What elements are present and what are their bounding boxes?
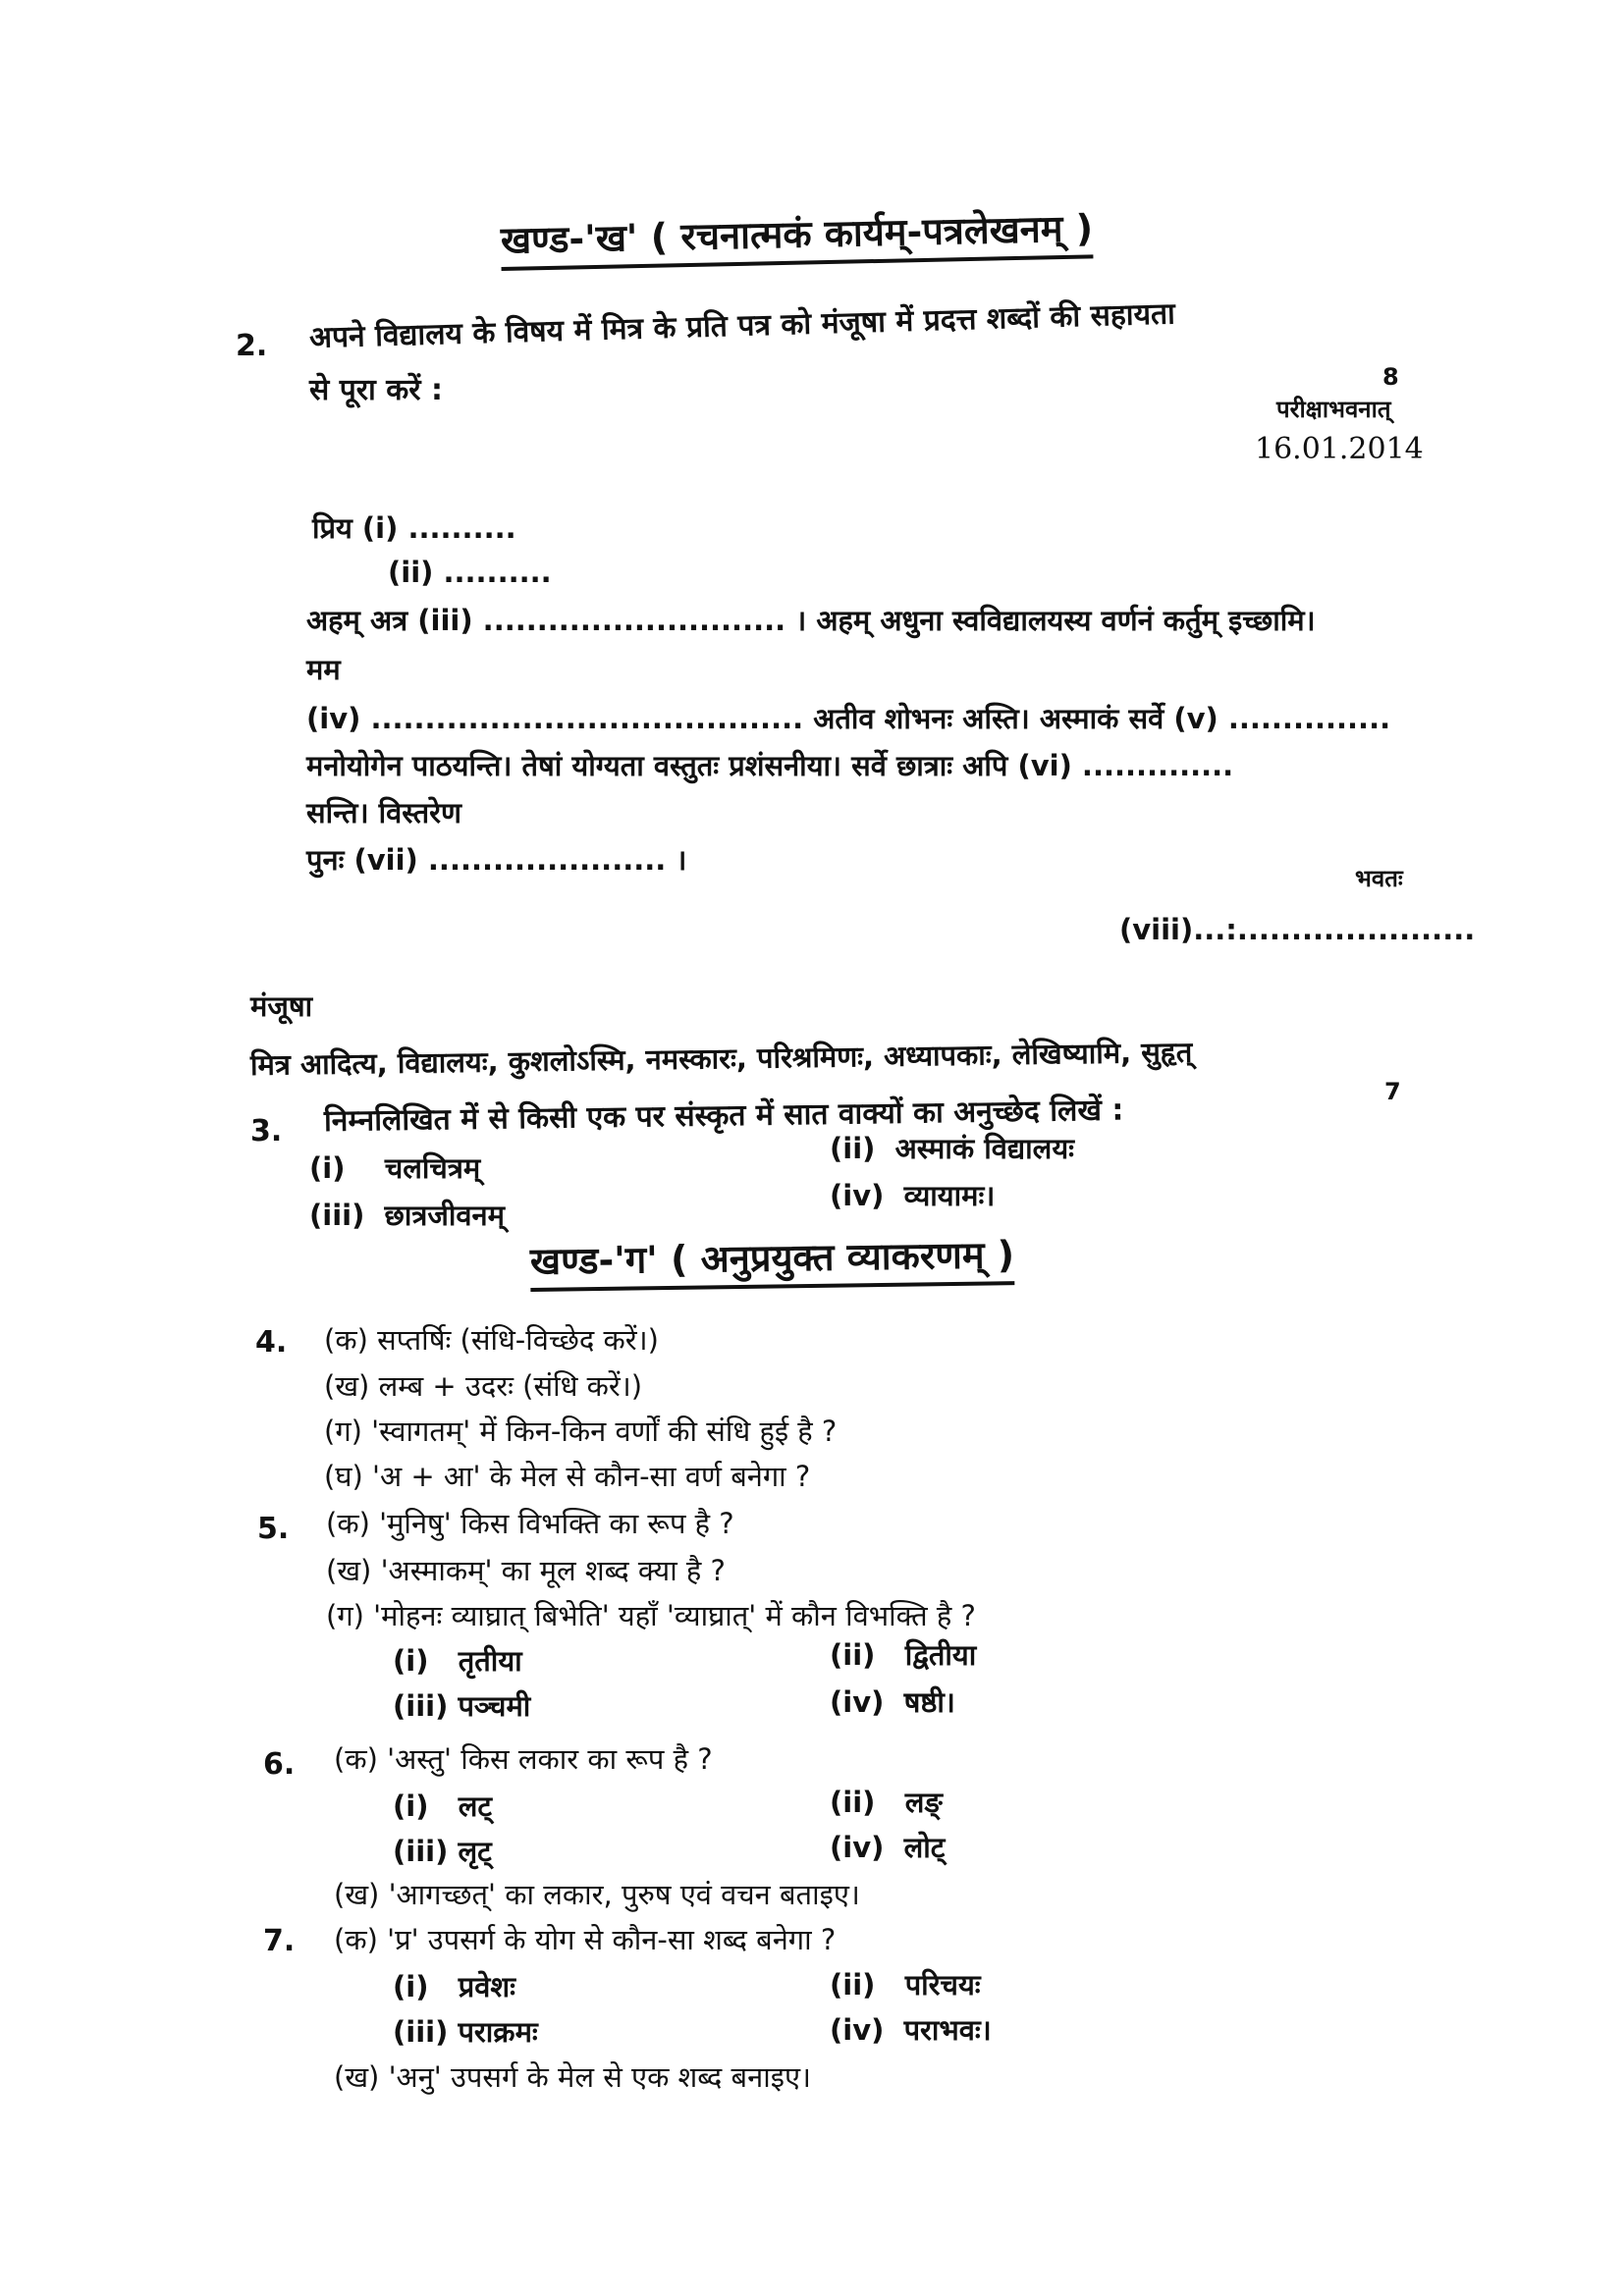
option-text: लङ्	[904, 1786, 943, 1819]
letter-place: परीक्षाभवनात्	[1276, 396, 1391, 423]
option-label: (i)	[393, 1789, 429, 1823]
q5-option-4	[830, 1682, 955, 1721]
letter-line-1: प्रिय (i) ..........	[312, 511, 516, 545]
q4-part-c: (ग) 'स्वागतम्' में किन-किन वर्णों की संधि हुई है ?	[324, 1415, 838, 1448]
option-text: द्वितीया	[904, 1638, 977, 1672]
option-label: (ii)	[830, 1132, 876, 1165]
q7-number: 7.	[263, 1924, 296, 1958]
q2-number: 2.	[236, 329, 268, 363]
q6-part-a: (क) 'अस्तु' किस लकार का रूप है ?	[334, 1742, 713, 1776]
word-box-title: मंजूषा	[250, 989, 313, 1023]
q6-option-1	[393, 1787, 492, 1825]
option-text: तृतीया	[458, 1644, 522, 1678]
q5-part-a: (क) 'मुनिषु' किस विभक्ति का रूप है ?	[326, 1507, 734, 1540]
q7-part-b: (ख) 'अनु' उपसर्ग के मेल से एक शब्द बनाइए।	[334, 2060, 811, 2094]
option-label: (ii)	[830, 1968, 876, 2002]
q5-number: 5.	[257, 1512, 290, 1546]
q6-part-b: (ख) 'आगच्छत्' का लकार, पुरुष एवं वचन बताइए।	[334, 1878, 860, 1911]
q5-option-1	[393, 1641, 522, 1680]
option-text: पराभवः।	[903, 2013, 992, 2047]
letter-line-3: अहम् अत्र (iii) ............................ । अहम् अधुना स्वविद्यालयस्य वर्णनं कर्तुम् इच्छामि।	[306, 604, 1316, 637]
option-text: व्यायामः।	[903, 1179, 996, 1212]
q3-prompt: निम्नलिखित में से किसी एक पर संस्कृत में सात वाक्यों का अनुच्छेद लिखें :	[323, 1093, 1124, 1139]
q3-number: 3.	[250, 1114, 283, 1148]
q6-number: 6.	[263, 1747, 296, 1782]
q2-marks: 8	[1382, 363, 1399, 391]
q4-part-b: (ख) लम्ब + उदरः (संधि करें।)	[324, 1369, 643, 1403]
q3-option-3	[309, 1196, 505, 1234]
q7-option-4	[830, 2010, 992, 2049]
option-label: (i)	[393, 1644, 429, 1678]
section-c-heading: खण्ड-'ग' ( अनुप्रयुक्त व्याकरणम् )	[530, 1228, 1015, 1292]
option-label: (iv)	[830, 1685, 885, 1719]
option-label: (iv)	[830, 1831, 885, 1864]
option-text: परिचयः	[904, 1968, 981, 2002]
option-label: (i)	[393, 1970, 429, 2003]
option-label: (iii)	[309, 1199, 365, 1232]
option-label: (ii)	[830, 1638, 876, 1672]
option-text: चलचित्रम्	[384, 1151, 481, 1185]
option-text: लट्	[458, 1789, 493, 1823]
letter-closing: भवतः	[1355, 865, 1403, 892]
option-text: अस्माकं विद्यालयः	[894, 1132, 1075, 1165]
option-label: (iii)	[393, 1835, 449, 1868]
q7-part-a: (क) 'प्र' उपसर्ग के योग से कौन-सा शब्द बनेगा ?	[334, 1923, 837, 1956]
option-label: (iv)	[830, 2013, 885, 2047]
option-text: लृट्	[458, 1835, 492, 1868]
section-b-heading: खण्ड-'ख' ( रचनात्मकं कार्यम्-पत्रलेखनम् )	[500, 201, 1093, 271]
q3-option-1	[309, 1148, 480, 1187]
q3-option-2	[830, 1129, 1074, 1167]
letter-line-4: मम	[306, 653, 341, 686]
q7-option-2	[830, 1965, 981, 2003]
option-text: लोट्	[903, 1831, 946, 1864]
option-text: पञ्चमी	[458, 1689, 531, 1723]
word-box-words: मित्र आदित्य, विद्यालयः, कुशलोऽस्मि, नमस्कारः, परिश्रमिणः, अध्यापकाः, लेखिष्यामि, सुहृत्	[249, 1035, 1193, 1082]
letter-signature: (viii)...:......................	[1119, 913, 1476, 946]
q4-part-d: (घ) 'अ + आ' के मेल से कौन-सा वर्ण बनेगा ?	[324, 1460, 811, 1493]
q3-marks: 7	[1384, 1078, 1401, 1105]
option-text: षष्ठी।	[903, 1685, 955, 1719]
option-text: प्रवेशः	[458, 1970, 515, 2003]
option-text: छात्रजीवनम्	[384, 1199, 505, 1232]
q5-part-b: (ख) 'अस्माकम्' का मूल शब्द क्या है ?	[326, 1554, 726, 1587]
q7-option-1	[393, 1967, 515, 2005]
q2-prompt-line2: से पूरा करें :	[309, 373, 443, 407]
letter-line-2: (ii) ..........	[388, 556, 552, 589]
q6-option-4	[830, 1828, 945, 1866]
option-label: (i)	[309, 1151, 346, 1185]
letter-date: 16.01.2014	[1255, 432, 1424, 466]
q2-prompt-line1: अपने विद्यालय के विषय में मित्र के प्रति पत्र को मंजूषा में प्रदत्त शब्दों की सहायता	[308, 296, 1176, 355]
option-text: पराक्रमः	[458, 2015, 538, 2049]
option-label: (iii)	[393, 2015, 449, 2049]
letter-line-5: (iv) ........................................ अतीव शोभनः अस्ति। अस्माकं सर्वे (v) ...............	[306, 702, 1391, 735]
q5-option-2	[830, 1635, 976, 1674]
q4-number: 4.	[255, 1325, 288, 1360]
option-label: (iv)	[830, 1179, 885, 1212]
option-label: (ii)	[830, 1786, 876, 1819]
letter-line-8: पुनः (vii) ...................... ।	[306, 843, 687, 877]
letter-line-6: मनोयोगेन पाठयन्ति। तेषां योग्यता वस्तुतः प्रशंसनीया। सर्वे छात्राः अपि (vi) ..............	[306, 749, 1234, 782]
q6-option-2	[830, 1783, 943, 1821]
q5-option-3	[393, 1686, 530, 1725]
q6-option-3	[393, 1832, 492, 1870]
option-label: (iii)	[393, 1689, 449, 1723]
q5-part-c: (ग) 'मोहनः व्याघ्रात् बिभेति' यहाँ 'व्याघ्रात्' में कौन विभक्ति है ?	[326, 1599, 976, 1632]
q3-option-4	[830, 1176, 995, 1214]
q7-option-3	[393, 2012, 538, 2051]
letter-line-7: सन्ति। विस्तरेण	[306, 796, 461, 829]
q4-part-a: (क) सप्तर्षिः (संधि-विच्छेद करें।)	[324, 1323, 659, 1357]
